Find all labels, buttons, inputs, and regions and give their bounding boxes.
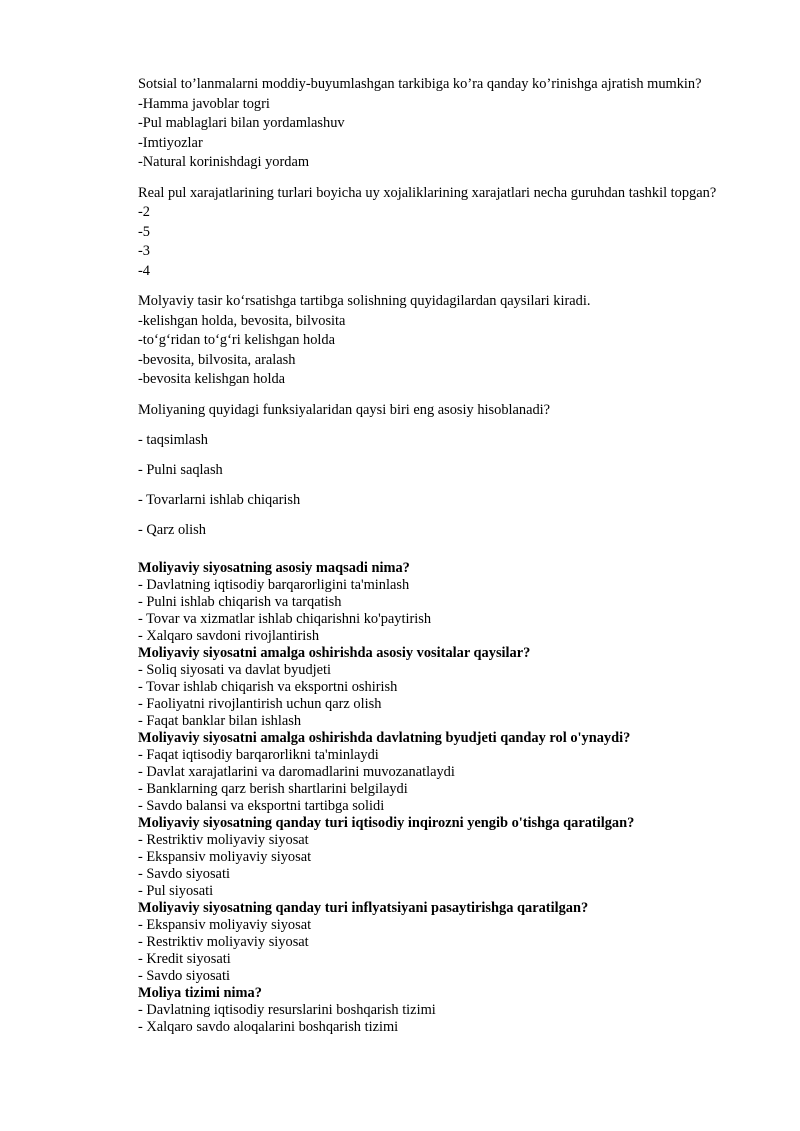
answer-option: - Pulni saqlash — [138, 462, 223, 478]
question-text: Moliyaviy siyosatni amalga oshirishda davlatning byudjeti qanday rol o'ynaydi? — [138, 730, 631, 746]
answer-option: - Savdo siyosati — [138, 968, 230, 984]
question-text: Moliyaning quyidagi funksiyalaridan qaysi biri eng asosiy hisoblanadi? — [138, 402, 551, 418]
answer-option: -Pul mablaglari bilan yordamlashuv — [138, 115, 345, 131]
answer-option: -2 — [138, 204, 150, 220]
answer-option: - Soliq siyosati va davlat byudjeti — [138, 662, 332, 678]
answer-option: - Savdo siyosati — [138, 866, 230, 882]
answer-option: -Imtiyozlar — [138, 135, 203, 151]
answer-option: - Faoliyatni rivojlantirish uchun qarz olish — [138, 696, 382, 712]
answer-option: - Restriktiv moliyaviy siyosat — [138, 832, 309, 848]
question-text: Moliyaviy siyosatni amalga oshirishda asosiy vositalar qaysilar? — [138, 645, 531, 661]
answer-option: - Pul siyosati — [138, 883, 214, 899]
answer-option: - Xalqaro savdoni rivojlantirish — [138, 628, 320, 644]
question-text: Molyaviy tasir ko‘rsatishga tartibga solishning quyidagilardan qaysilari kiradi. — [138, 293, 591, 309]
answer-option: -Natural korinishdagi yordam — [138, 154, 310, 170]
answer-option: - Savdo balansi va eksportni tartibga solidi — [138, 798, 385, 814]
question-text: Moliyaviy siyosatning asosiy maqsadi nima? — [138, 560, 410, 576]
question-text: Moliyaviy siyosatning qanday turi inflyatsiyani pasaytirishga qaratilgan? — [138, 900, 589, 916]
answer-option: - Banklarning qarz berish shartlarini belgilaydi — [138, 781, 408, 797]
answer-option: - Tovar va xizmatlar ishlab chiqarishni ko'paytirish — [138, 611, 432, 627]
answer-option: - Xalqaro savdo aloqalarini boshqarish tizimi — [138, 1019, 399, 1035]
answer-option: - Davlatning iqtisodiy barqarorligini ta'minlash — [138, 577, 410, 593]
answer-option: - Tovarlarni ishlab chiqarish — [138, 492, 301, 508]
answer-option: - Qarz olish — [138, 522, 206, 538]
answer-option: - Faqat iqtisodiy barqarorlikni ta'minlaydi — [138, 747, 379, 763]
answer-option: -to‘g‘ridan to‘g‘ri kelishgan holda — [138, 332, 336, 348]
question-text: Moliya tizimi nima? — [138, 985, 262, 1001]
answer-option: - Ekspansiv moliyaviy siyosat — [138, 849, 312, 865]
answer-option: - Tovar ishlab chiqarish va eksportni oshirish — [138, 679, 398, 695]
question-text: Real pul xarajatlarining turlari boyicha uy xojaliklarining xarajatlari necha guruhdan tashkil topgan? — [138, 185, 717, 201]
answer-option: -3 — [138, 243, 150, 259]
answer-option: - taqsimlash — [138, 432, 208, 448]
question-text: Moliyaviy siyosatning qanday turi iqtisodiy inqirozni yengib o'tishga qaratilgan? — [138, 815, 635, 831]
answer-option: - Pulni ishlab chiqarish va tarqatish — [138, 594, 342, 610]
answer-option: -Hamma javoblar togri — [138, 96, 270, 112]
answer-option: - Davlat xarajatlarini va daromadlarini muvozanatlaydi — [138, 764, 455, 780]
answer-option: -4 — [138, 263, 150, 279]
answer-option: - Restriktiv moliyaviy siyosat — [138, 934, 309, 950]
answer-option: - Kredit siyosati — [138, 951, 231, 967]
answer-option: - Ekspansiv moliyaviy siyosat — [138, 917, 312, 933]
answer-option: - Davlatning iqtisodiy resurslarini boshqarish tizimi — [138, 1002, 436, 1018]
answer-option: -bevosita, bilvosita, aralash — [138, 352, 296, 368]
answer-option: -bevosita kelishgan holda — [138, 371, 286, 387]
answer-option: -5 — [138, 224, 150, 240]
answer-option: -kelishgan holda, bevosita, bilvosita — [138, 313, 346, 329]
question-text: Sotsial to’lanmalarni moddiy-buyumlashgan tarkibiga ko’ra qanday ko’rinishga ajratish mumkin? — [138, 76, 702, 92]
answer-option: - Faqat banklar bilan ishlash — [138, 713, 302, 729]
